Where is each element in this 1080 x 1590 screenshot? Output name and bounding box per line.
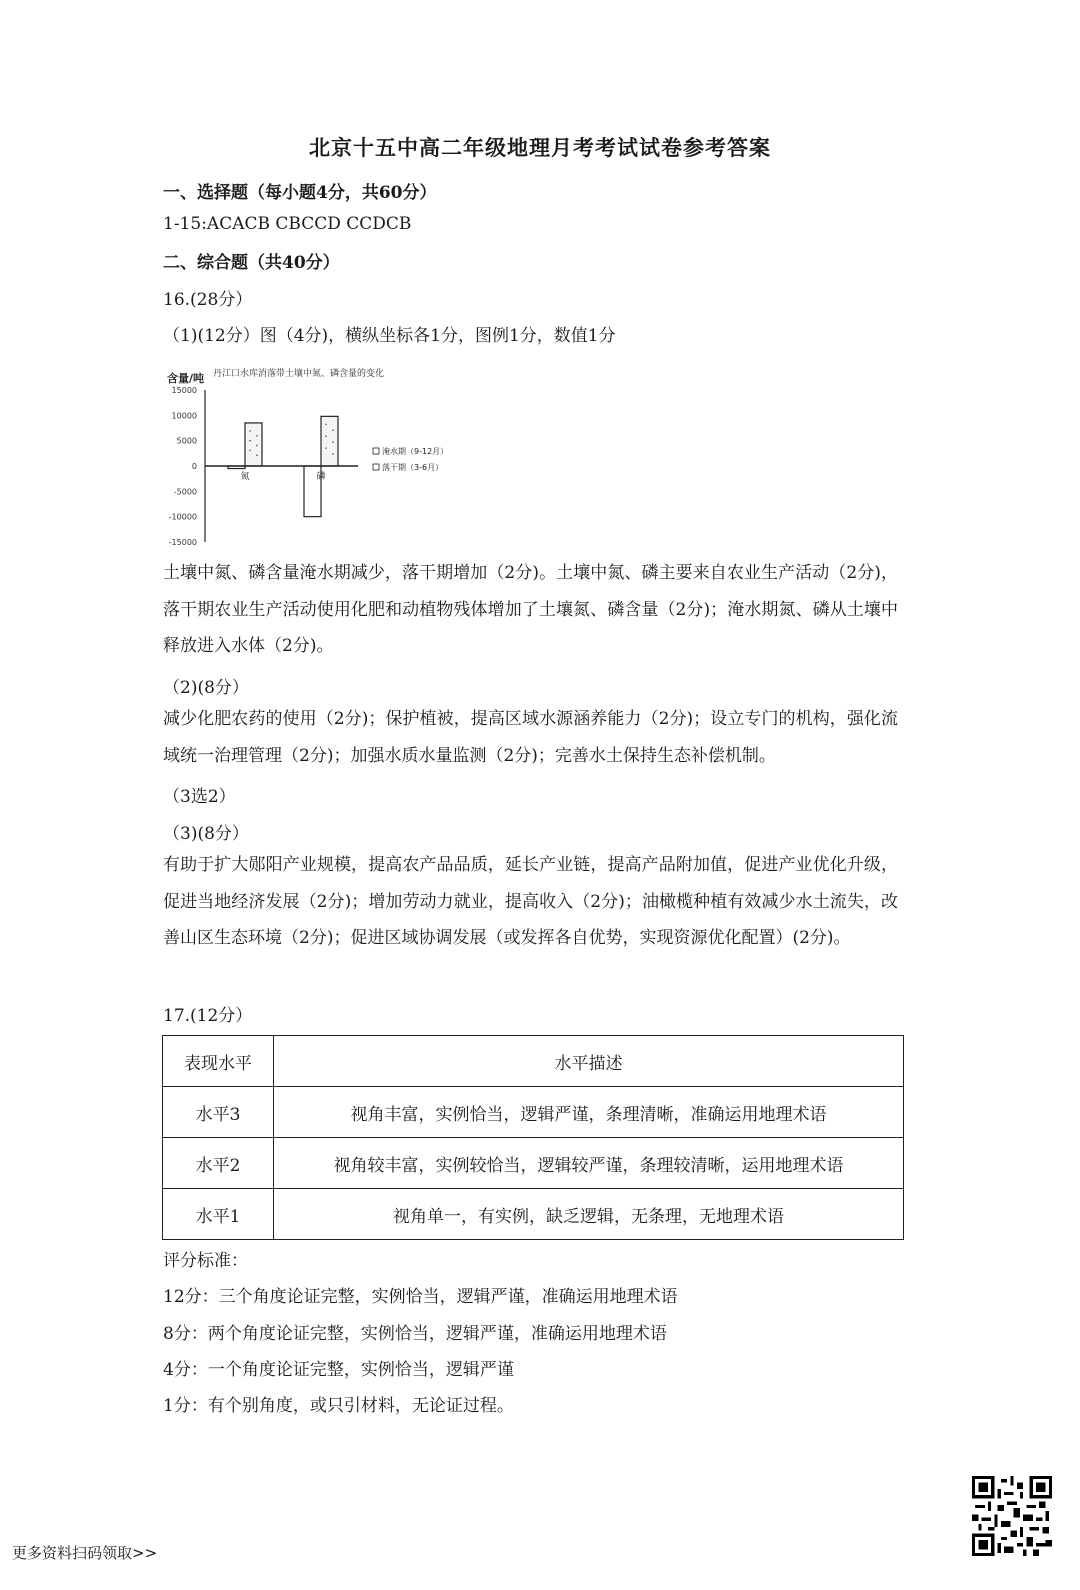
q16-part3-answer: 有助于扩大郧阳产业规模，提高农产品品质，延长产业链，提高产品附加值，促进产业优化升级，促进当地经济发展（2分)；增加劳动力就业，提高收入（2分)；油橄榄种植有效减少水土流失，改善山区生态环境（2分)；促进区域协调发展（或发挥各自优势，实现资源优化配置）(2分)。 — [163, 855, 898, 948]
chart-title: 丹江口水库消落带土壤中氮、磷含量的变化 — [213, 369, 385, 379]
section1-heading: 一、选择题（每小题4分，共60分） — [163, 183, 437, 203]
table-row — [163, 1189, 904, 1240]
qr-code[interactable] — [972, 1476, 1052, 1556]
table-cell-level: 水平1 — [163, 1189, 274, 1240]
chart-legend-label: 落干期（3-6月） — [382, 463, 444, 472]
table-header-description: 水平描述 — [274, 1036, 904, 1087]
q16-part1-answer: 土壤中氮、磷含量淹水期减少，落干期增加（2分)。土壤中氮、磷主要来自农业生产活动（2分)，落干期农业生产活动使用化肥和动植物残体增加了土壤氮、磷含量（2分)；淹水期氮、磷从土壤中释放进入水体（2分)。 — [163, 563, 898, 656]
table-cell-level: 水平3 — [163, 1087, 274, 1138]
chart-bar — [245, 423, 262, 466]
chart-legend-swatch — [373, 464, 379, 470]
chart-y-tick-label: -5000 — [173, 487, 197, 497]
chart-bar-texture-dot — [325, 424, 327, 426]
table-cell-description: 视角较丰富，实例较恰当，逻辑较严谨，条理较清晰，运用地理术语 — [274, 1138, 904, 1189]
chart-legend-swatch — [373, 448, 379, 454]
chart-bar-texture-dot — [325, 435, 327, 437]
table-header-row — [163, 1036, 904, 1087]
chart-y-tick-label: -15000 — [168, 538, 197, 547]
table-cell-description: 视角单一，有实例，缺乏逻辑，无条理，无地理术语 — [274, 1189, 904, 1240]
chart-category-label: 磷 — [316, 472, 326, 482]
nitrogen-phosphorus-chart — [163, 360, 483, 550]
chart-bar-texture-dot — [249, 450, 251, 452]
criteria-item: 1分：有个别角度，或只引材料，无论证过程。 — [163, 1396, 514, 1416]
chart-bar-texture-dot — [256, 435, 258, 437]
chart-bar-texture-dot — [332, 429, 334, 431]
q16-part2-note: （3选2） — [163, 787, 236, 807]
table-cell-level: 水平2 — [163, 1138, 274, 1189]
chart-bar-texture-dot — [256, 454, 258, 456]
chart-bar — [321, 416, 338, 466]
chart-category-label: 氮 — [240, 472, 250, 482]
table-row — [163, 1138, 904, 1189]
table-header-level: 表现水平 — [163, 1036, 274, 1087]
q16-part2-label: （2)(8分） — [163, 678, 249, 698]
q16-label: 16.(28分） — [163, 290, 253, 310]
chart-y-tick-label: 5000 — [176, 436, 197, 446]
criteria-item: 4分：一个角度论证完整，实例恰当，逻辑严谨 — [163, 1360, 514, 1380]
chart-y-tick-label: -10000 — [168, 512, 197, 522]
criteria-item: 12分：三个角度论证完整，实例恰当，逻辑严谨，准确运用地理术语 — [163, 1287, 678, 1307]
criteria-label: 评分标准： — [163, 1251, 248, 1271]
chart-bar-texture-dot — [332, 441, 334, 443]
chart-y-tick-label: 10000 — [171, 411, 197, 421]
chart-bar-texture-dot — [249, 430, 251, 432]
footer-scan-prompt: 更多资料扫码领取>> — [12, 1544, 158, 1562]
chart-y-tick-label: 15000 — [171, 386, 197, 395]
q16-part3-label: （3)(8分） — [163, 824, 249, 844]
mc-answers: 1-15:ACACB CBCCD CCDCB — [163, 214, 412, 234]
chart-bar-texture-dot — [249, 440, 251, 442]
section2-heading: 二、综合题（共40分） — [163, 253, 340, 273]
chart-bar-texture-dot — [325, 447, 327, 449]
criteria-item: 8分：两个角度论证完整，实例恰当，逻辑严谨，准确运用地理术语 — [163, 1324, 667, 1344]
chart-y-tick-label: 0 — [191, 462, 197, 471]
q16-part1-label: （1)(12分）图（4分)，横纵坐标各1分，图例1分，数值1分 — [163, 326, 616, 346]
chart-bar-texture-dot — [332, 453, 334, 455]
table-row — [163, 1087, 904, 1138]
q17-label: 17.(12分） — [163, 1006, 253, 1026]
chart-legend-label: 淹水期（9-12月） — [382, 447, 449, 456]
chart-svg — [163, 360, 483, 550]
table-cell-description: 视角丰富，实例恰当，逻辑严谨，条理清晰，准确运用地理术语 — [274, 1087, 904, 1138]
chart-bar-texture-dot — [256, 445, 258, 447]
rubric-table — [162, 1035, 904, 1240]
q16-part2-answer: 减少化肥农药的使用（2分)；保护植被，提高区域水源涵养能力（2分)；设立专门的机构，强化流域统一治理管理（2分)；加强水质水量监测（2分)；完善水土保持生态补偿机制。 — [163, 709, 898, 766]
chart-y-axis-label: 含量/吨 — [167, 372, 205, 385]
document-title: 北京十五中高二年级地理月考考试试卷参考答案 — [309, 135, 771, 160]
